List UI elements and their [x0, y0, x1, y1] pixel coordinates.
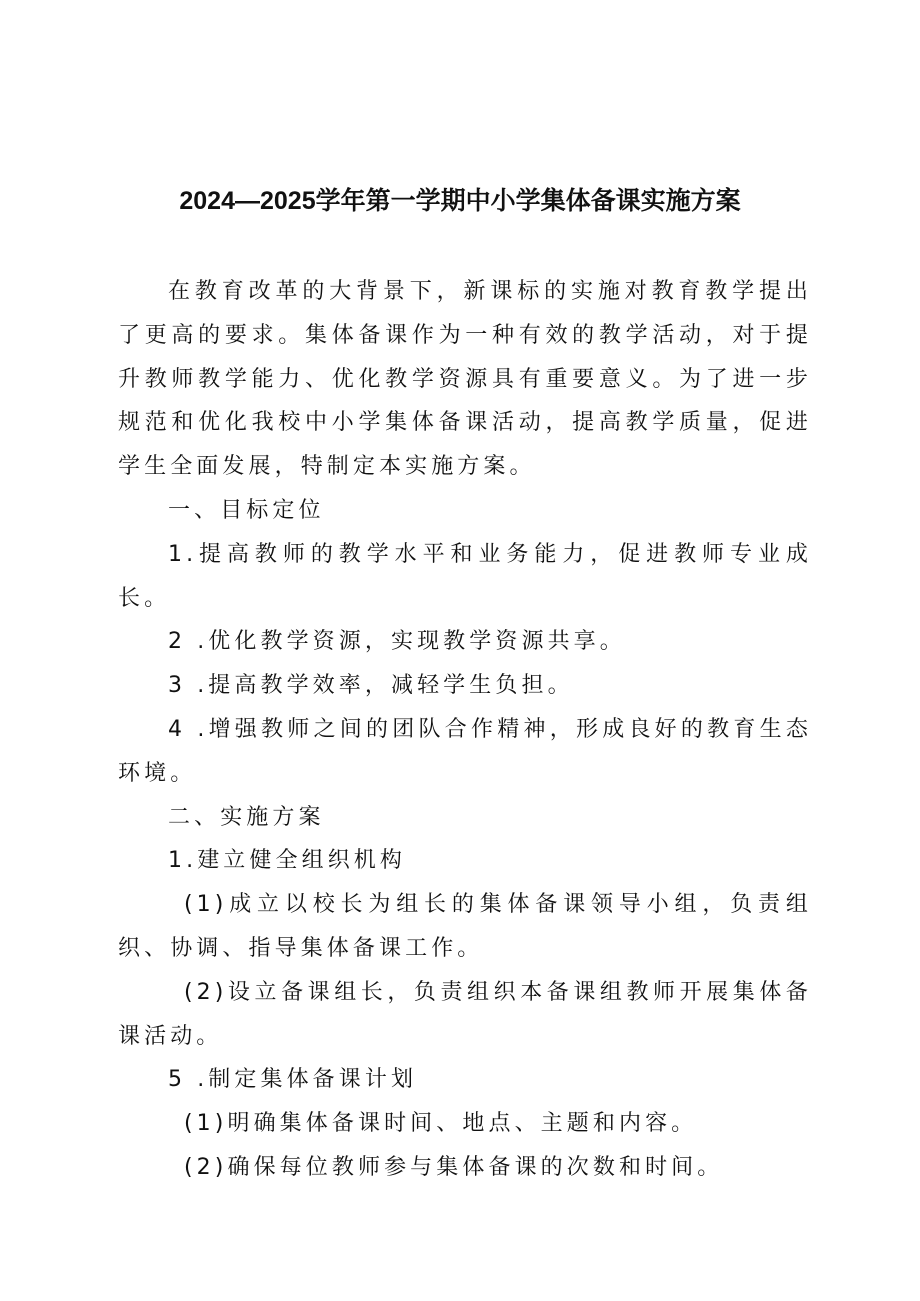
goal-item-3: 3 .提高教学效率，减轻学生负担。: [168, 673, 574, 699]
plan-item-1: 1.建立健全组织机构: [168, 848, 406, 874]
plan-item-5: 5 .制定集体备课计划: [168, 1067, 418, 1093]
section-heading-goals: 一、目标定位: [168, 497, 325, 523]
plan-subitem-5-2: (2)确保每位教师参与集体备课的次数和时间。: [184, 1154, 724, 1180]
section-heading-plan: 二、实施方案: [168, 804, 325, 830]
goal-item-1: 1.提高教师的教学水平和业务能力，促进教师专业成长。: [118, 541, 812, 611]
plan-subitem-1-1: (1)成立以校长为组长的集体备课领导小组，负责组织、协调、指导集体备课工作。: [118, 892, 812, 961]
goal-item-4: 4 .增强教师之间的团队合作精神，形成良好的教育生态环境。: [118, 716, 812, 786]
plan-subitem-5-1: (1)明确集体备课时间、地点、主题和内容。: [184, 1111, 698, 1137]
goal-item-2: 2 .优化教学资源，实现教学资源共享。: [168, 629, 626, 655]
plan-subitem-1-2: (2)设立备课组长，负责组织本备课组教师开展集体备课活动。: [118, 979, 812, 1049]
document-title: 2024—2025学年第一学期中小学集体备课实施方案: [179, 187, 741, 215]
document-body: [118, 270, 812, 1190]
intro-paragraph: 在教育改革的大背景下，新课标的实施对教育教学提出了更高的要求。集体备课作为一种有效的教学活动，对于提升教师教学能力、优化教学资源具有重要意义。为了进一步规范和优化我校中小学集体备课活动，提高教学质量，促进学生全面发展，特制定本实施方案。: [118, 279, 812, 480]
